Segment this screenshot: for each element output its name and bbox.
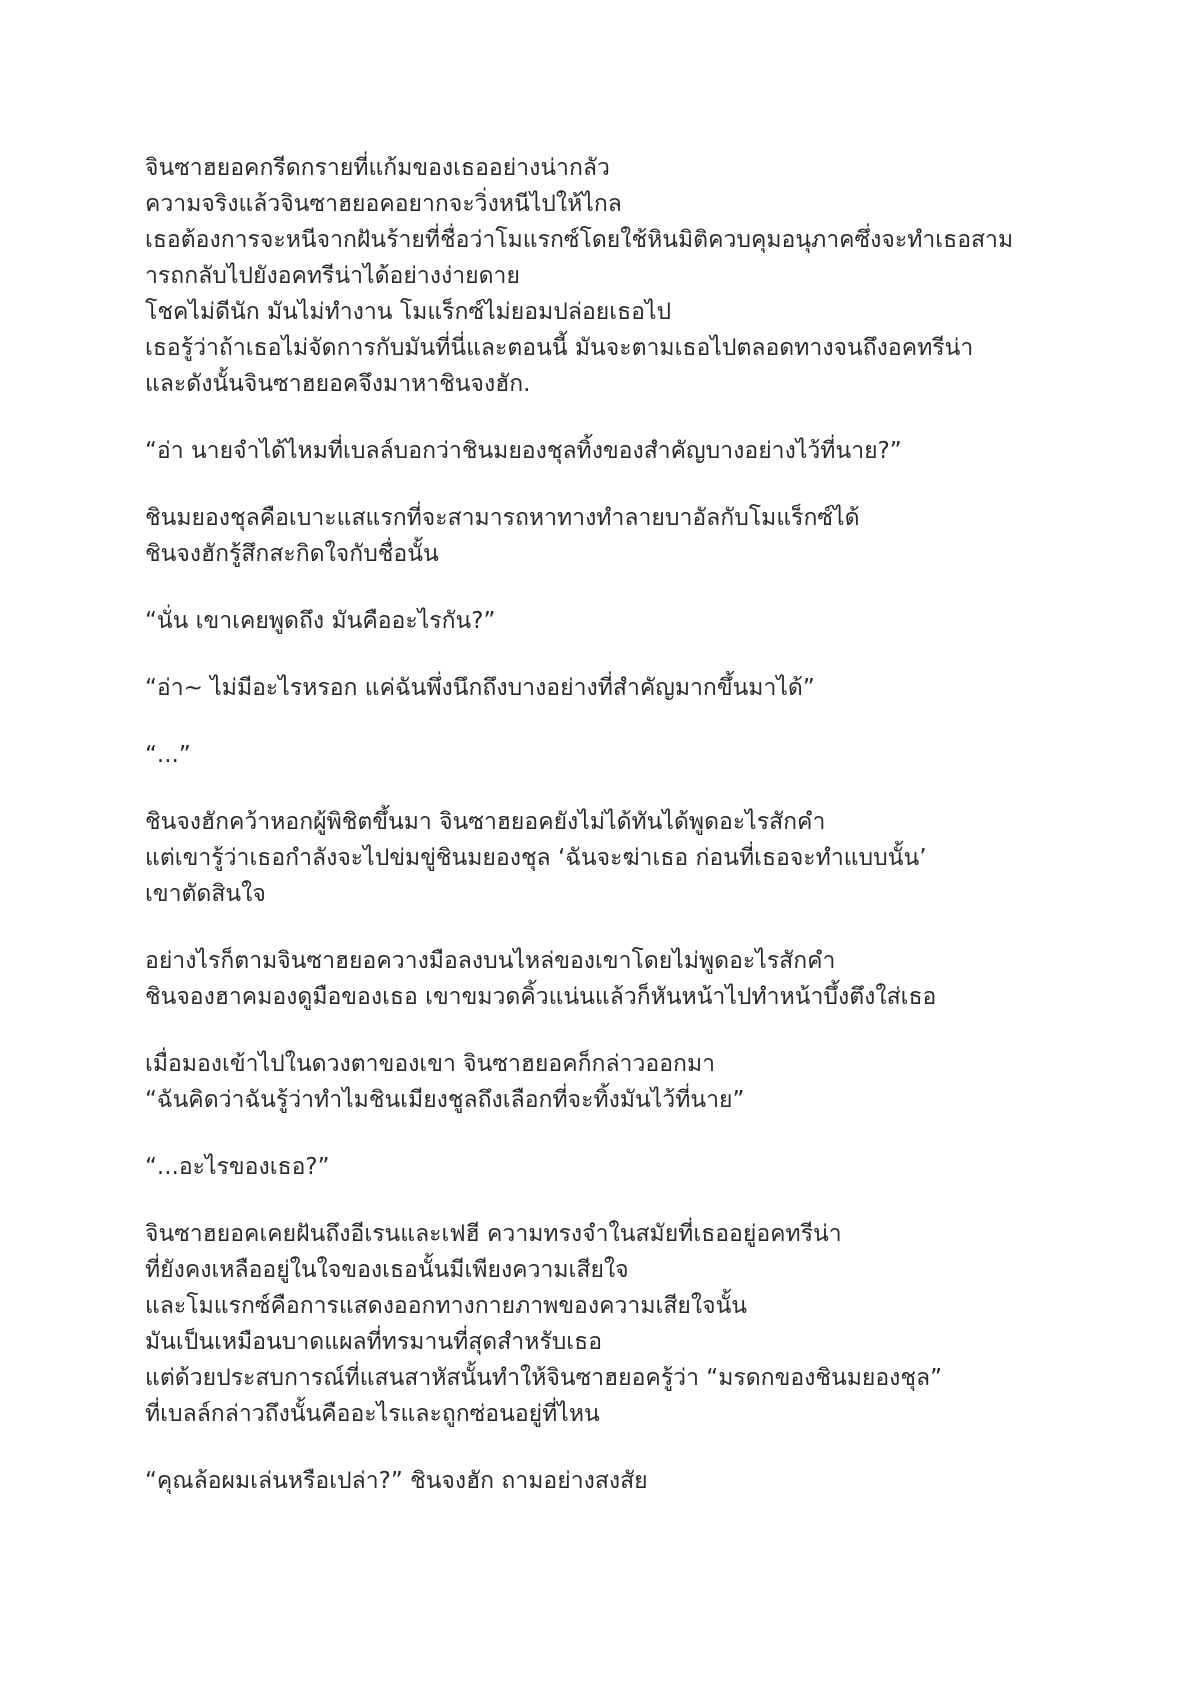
text-line: “อ่า~ ไม่มีอะไรหรอก แค่ฉันพึ่งนึกถึงบางอย่างที่สำคัญมากขึ้นมาได้” (145, 675, 815, 701)
text-line: เขาตัดสินใจ (145, 881, 266, 907)
text-line: ที่ยังคงเหลืออยู่ในใจของเธอนั้นมีเพียงความเสียใจ (145, 1257, 629, 1283)
paragraph (145, 737, 1075, 773)
text-line: ชินจงฮักคว้าหอกผู้พิชิตขึ้นมา จินซาฮยอคยังไม่ได้ทันได้พูดอะไรสักคำ (145, 809, 826, 835)
text-line: “นั่น เขาเคยพูดถึง มันคืออะไรกัน?” (145, 608, 496, 634)
paragraph (145, 150, 1075, 402)
text-line: “อ่า นายจำได้ไหมที่เบลล์บอกว่าชินมยองชุลทิ้งของสำคัญบางอย่างไว้ที่นาย?” (145, 438, 902, 464)
text-line: “...” (145, 742, 191, 768)
text-line: ที่เบลล์กล่าวถึงนั้นคืออะไรและถูกซ่อนอยู่ที่ไหน (145, 1401, 600, 1427)
paragraph (145, 1046, 1075, 1118)
text-line: มันเป็นเหมือนบาดแผลที่ทรมานที่สุดสำหรับเธอ (145, 1329, 603, 1355)
text-line: ชินจงฮักรู้สึกสะกิดใจกับชื่อนั้น (145, 541, 439, 567)
text-line: จินซาฮยอคเคยฝันถึงอีเรนและเฟฮี ความทรงจำในสมัยที่เธออยู่อคทรีน่า (145, 1221, 842, 1247)
text-line: เธอรู้ว่าถ้าเธอไม่จัดการกับมันที่นี่และตอนนี้ มันจะตามเธอไปตลอดทางจนถึงอคทรีน่า (145, 335, 974, 361)
paragraph (145, 1216, 1075, 1432)
text-line: และดังนั้นจินซาฮยอคจึงมาหาชินจงฮัก. (145, 371, 531, 397)
text-line: และโมแรกซ์คือการแสดงออกทางกายภาพของความเสียใจนั้น (145, 1293, 748, 1319)
paragraph (145, 670, 1075, 706)
text-line: เธอต้องการจะหนีจากฝันร้ายที่ชื่อว่าโมแรกซ์โดยใช้หินมิติควบคุมอนุภาคซึ่งจะทำเธอสาม (145, 227, 1014, 253)
paragraph (145, 603, 1075, 639)
text-line: โชคไม่ดีนัก มันไม่ทำงาน โมแร็กซ์ไม่ยอมปล่อยเธอไป (145, 299, 672, 325)
text-line: แต่ด้วยประสบการณ์ที่แสนสาหัสนั้นทำให้จินซาฮยอครู้ว่า “มรดกของชินมยองชุล” (145, 1365, 943, 1391)
text-line: “...อะไรของเธอ?” (145, 1154, 330, 1180)
paragraph (145, 1463, 1075, 1499)
paragraph (145, 433, 1075, 469)
text-line: ชินจองฮาคมองดูมือของเธอ เขาขมวดคิ้วแน่นแล้วก็หันหน้าไปทำหน้าบึ้งตึงใส่เธอ (145, 984, 937, 1010)
paragraph (145, 804, 1075, 912)
document-body (145, 150, 1075, 1530)
text-line: ารถกลับไปยังอคทรีน่าได้อย่างง่ายดาย (145, 263, 520, 289)
paragraph (145, 943, 1075, 1015)
text-line: “ฉันคิดว่าฉันรู้ว่าทำไมชินเมียงชูลถึงเลือกที่จะทิ้งมันไว้ที่นาย” (145, 1087, 745, 1113)
text-line: อย่างไรก็ตามจินซาฮยอควางมือลงบนไหล่ของเขาโดยไม่พูดอะไรสักคำ (145, 948, 836, 974)
text-line: แต่เขารู้ว่าเธอกำลังจะไปข่มขู่ชินมยองชุล ‘ฉันจะฆ่าเธอ ก่อนที่เธอจะทำแบบนั้น’ (145, 845, 927, 871)
paragraph (145, 500, 1075, 572)
text-line: เมื่อมองเข้าไปในดวงตาของเขา จินซาฮยอคก็กล่าวออกมา (145, 1051, 716, 1077)
text-line: ความจริงแล้วจินซาฮยอคอยากจะวิ่งหนีไปให้ไกล (145, 191, 622, 217)
text-line: ชินมยองชุลคือเบาะแสแรกที่จะสามารถหาทางทำลายบาอัลกับโมแร็กซ์ได้ (145, 505, 860, 531)
text-line: จินซาฮยอคกรีดกรายที่แก้มของเธออย่างน่ากลัว (145, 155, 610, 181)
paragraph (145, 1149, 1075, 1185)
text-line: “คุณล้อผมเล่นหรือเปล่า?” ชินจงฮัก ถามอย่างสงสัย (145, 1468, 648, 1494)
